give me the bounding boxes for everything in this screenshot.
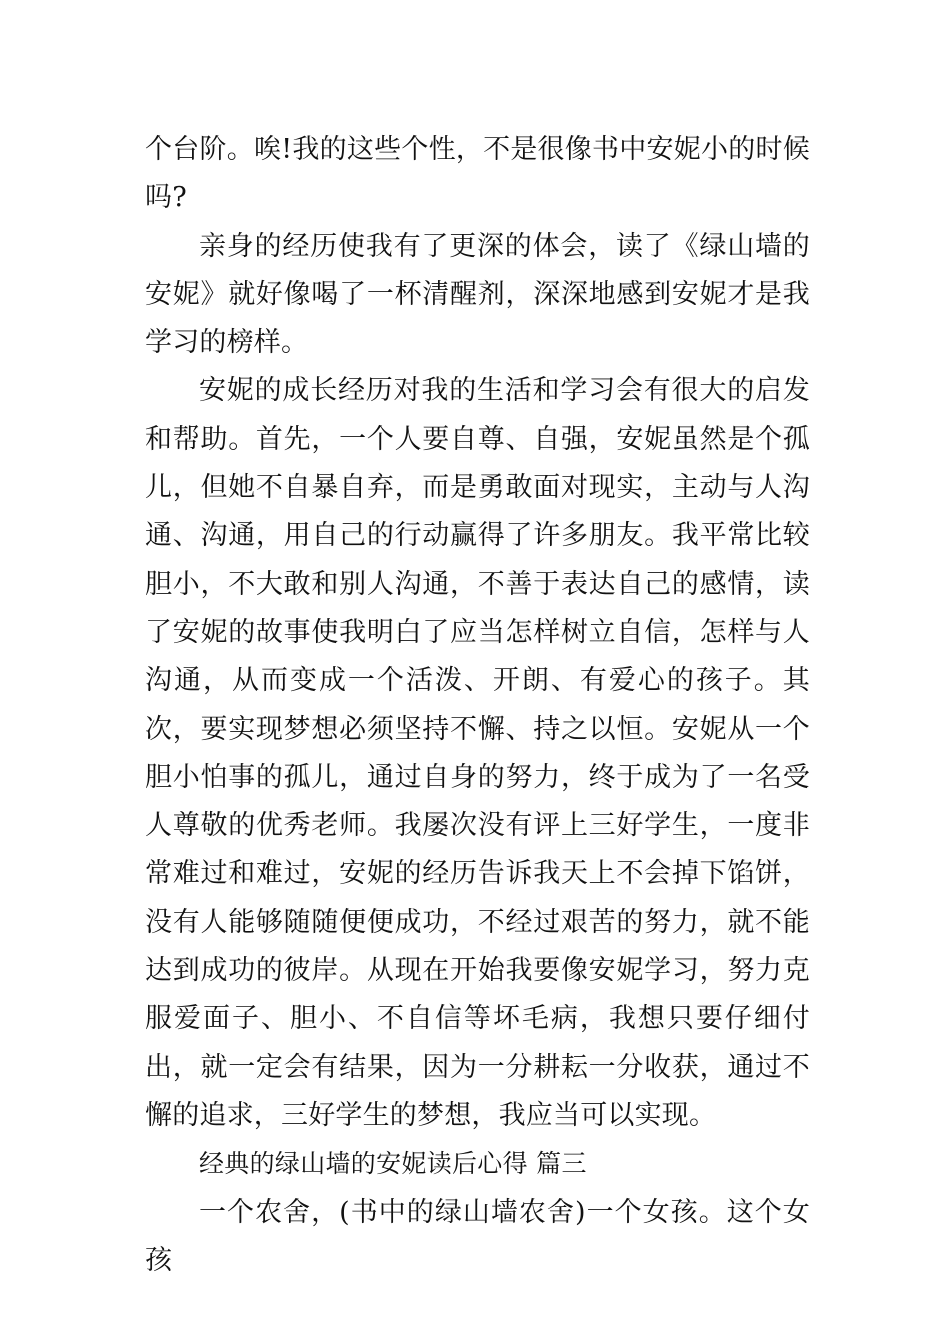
paragraph-section-three-opening: 一个农舍，(书中的绿山墙农舍)一个女孩。这个女孩 (145, 1196, 810, 1276)
paragraph-growth-lessons: 安妮的成长经历对我的生活和学习会有很大的启发和帮助。首先，一个人要自尊、自强，安妮虽然是个孤儿，但她不自暴自弃，而是勇敢面对现实，主动与人沟通、沟通，用自己的行动赢得了许多朋友。我平常比较胆小，不大敢和别人沟通，不善于表达自己的感情，读了安妮的故事使我明白了应当怎样树立自信，怎样与人沟通，从而变成一个活泼、开朗、有爱心的孩子。其次，要实现梦想必须坚持不懈、持之以恒。安妮从一个胆小怕事的孤儿，通过自身的努力，终于成为了一名受人尊敬的优秀老师。我屡次没有评上三好学生，一度非常难过和难过，安妮的经历告诉我天上不会掉下馅饼，没有人能够随随便便成功，不经过艰苦的努力，就不能达到成功的彼岸。从现在开始我要像安妮学习，努力克服爱面子、胆小、不自信等坏毛病，我想只要仔细付出，就一定会有结果，因为一分耕耘一分收获，通过不懈的追求，三好学生的梦想，我应当可以实现。 (145, 375, 810, 1131)
section-heading: 经典的绿山墙的安妮读后心得 篇三 (199, 1149, 587, 1179)
paragraph-continuation: 个台阶。唉!我的这些个性，不是很像书中安妮小的时候吗? (145, 134, 810, 214)
paragraph-reading-experience: 亲身的经历使我有了更深的体会，读了《绿山墙的安妮》就好像喝了一杯清醒剂，深深地感到安妮才是我学习的榜样。 (145, 230, 810, 359)
document-body (145, 126, 810, 1285)
